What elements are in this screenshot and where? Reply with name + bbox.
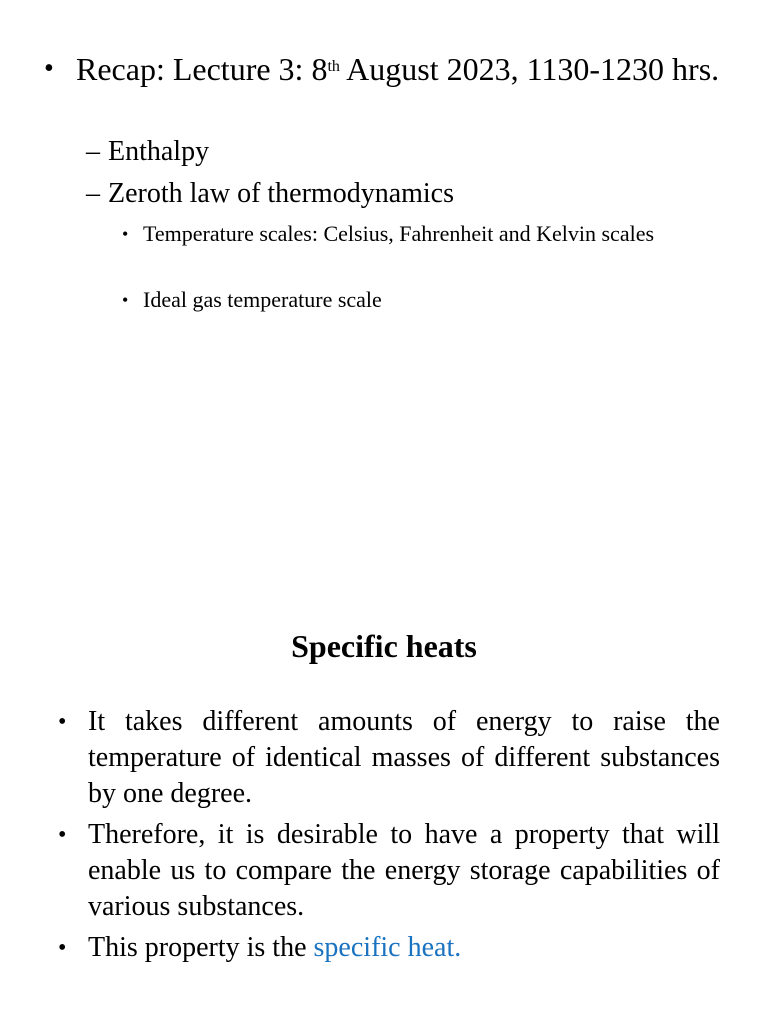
recap-slide: • Recap: Lecture 3: 8th August 2023, 1130-1230 hrs. – Enthalpy – Zeroth law of thermodynamics • Temperature scales: Celsius, Fahrenheit and Kelvin scales • Ideal gas temperature scale	[0, 0, 768, 512]
bullet-icon: •	[122, 290, 129, 310]
dash-icon: –	[86, 178, 100, 209]
bullet-icon: •	[122, 224, 129, 244]
dash-icon: –	[86, 136, 100, 167]
bullet-icon: •	[58, 709, 67, 735]
bullet-icon: •	[58, 935, 67, 961]
bullet-icon: •	[44, 53, 54, 84]
specific-heats-slide: Specific heats • It takes different amounts of energy to raise the temperature of identical masses of different substances by one degree. • Therefore, it is desirable to have a property that will enable us to compare the energy storage capabilities of various substances. • This property is the specific heat.	[0, 512, 768, 1024]
specific-heat-term: specific heat.	[313, 932, 462, 963]
bullet-icon: •	[58, 822, 67, 848]
slide-title: Specific heats	[291, 628, 477, 664]
recap-heading: Recap: Lecture 3: 8th August 2023, 1130-1230 hrs.	[76, 51, 720, 87]
